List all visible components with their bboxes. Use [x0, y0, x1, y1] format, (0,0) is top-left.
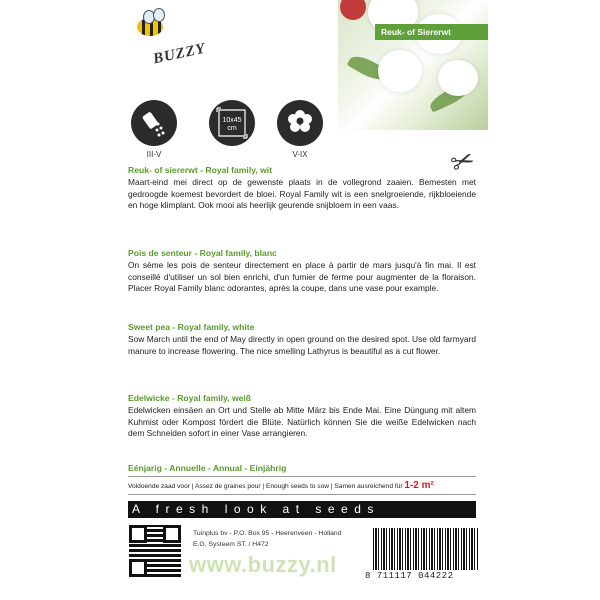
sowing-info-icons	[127, 100, 347, 160]
address-line-1: Tuinplus bv - P.O. Box 95 - Heerenveen - Holland	[193, 530, 342, 537]
spacing-text-bottom: cm	[227, 125, 237, 132]
spacing-icon	[209, 100, 255, 146]
slogan-banner: A fresh look at seeds	[128, 501, 476, 518]
spacing-text-top: 10x45	[222, 117, 242, 124]
flowering-label: V-IX	[292, 150, 308, 159]
flower-icon	[277, 100, 323, 146]
section-body-fr: On sème les pois de senteur directement en place à partir de mars jusqu'à fin mai. Il est conseillé d'utiliser un sol bien enrichi, d'un fumier de ferme pour augmenter de la floraison. Placer Royal Family blanc odorantes, après la coupe, dans une vase pour example.	[128, 260, 476, 294]
section-title-en: Sweet pea - Royal family, white	[128, 322, 255, 332]
divider	[128, 476, 476, 477]
variety-tag: Reuk- of Siererwt	[375, 24, 488, 40]
section-title-de: Edelwicke - Royal family, weiß	[128, 393, 252, 403]
sowing-label: III-V	[146, 150, 162, 159]
barcode-number: 8 711117 044222	[365, 571, 454, 581]
seed-amount-text: Voldoende zaad voor | Assez de graines pour | Enough seeds to sow | Samen ausreichend für	[128, 483, 403, 490]
section-title-nl: Reuk- of siererwt - Royal family, wit	[128, 165, 273, 175]
address-line-2: E.G. Systeem ST. / H472	[193, 541, 269, 548]
annual-line: Eénjarig - Annuelle - Annual - Einjährig	[128, 463, 287, 473]
qr-code	[129, 525, 181, 577]
section-title-fr: Pois de senteur - Royal family, blanc	[128, 248, 277, 258]
divider	[128, 494, 476, 495]
sowing-icon	[131, 100, 177, 146]
section-body-de: Edelwicken einsäen an Ort und Stelle ab Mitte März bis Ende Mai. Eine Düngung mit altem Kuhmist oder Kompost fördert die Blüte. Natürlich können Sie die weiße Edelwicken nach dem Schneiden sofort in einer Vase arrangieren.	[128, 405, 476, 439]
website-link[interactable]: www.buzzy.nl	[189, 552, 337, 577]
seed-amount-line	[128, 480, 478, 491]
barcode	[373, 528, 478, 570]
buzzy-logo	[123, 8, 213, 68]
seed-amount-value: 1-2 m²	[404, 480, 434, 491]
flower-photo	[338, 0, 488, 130]
seed-packet-back	[113, 0, 488, 600]
scissors-icon: ✂	[446, 142, 480, 181]
logo-text: BUZZY	[151, 40, 208, 68]
section-body-en: Sow March until the end of May directly in open ground on the desired spot. Use old farmyard manure to increase flowering. The nice smelling Lathyrus is beautiful as a cut flower.	[128, 334, 476, 356]
section-body-nl: Maart-eind mei direct op de gewenste plaats in de vollegrond zaaien. Bemesten met gedroogde koemest bevordert de bloei. Royal Family wit is een snelgroeiende, rijkbloeiende en hoge klimplant. Ook mooi als heerlijk geurende snijbloem in een vaas.	[128, 177, 476, 211]
